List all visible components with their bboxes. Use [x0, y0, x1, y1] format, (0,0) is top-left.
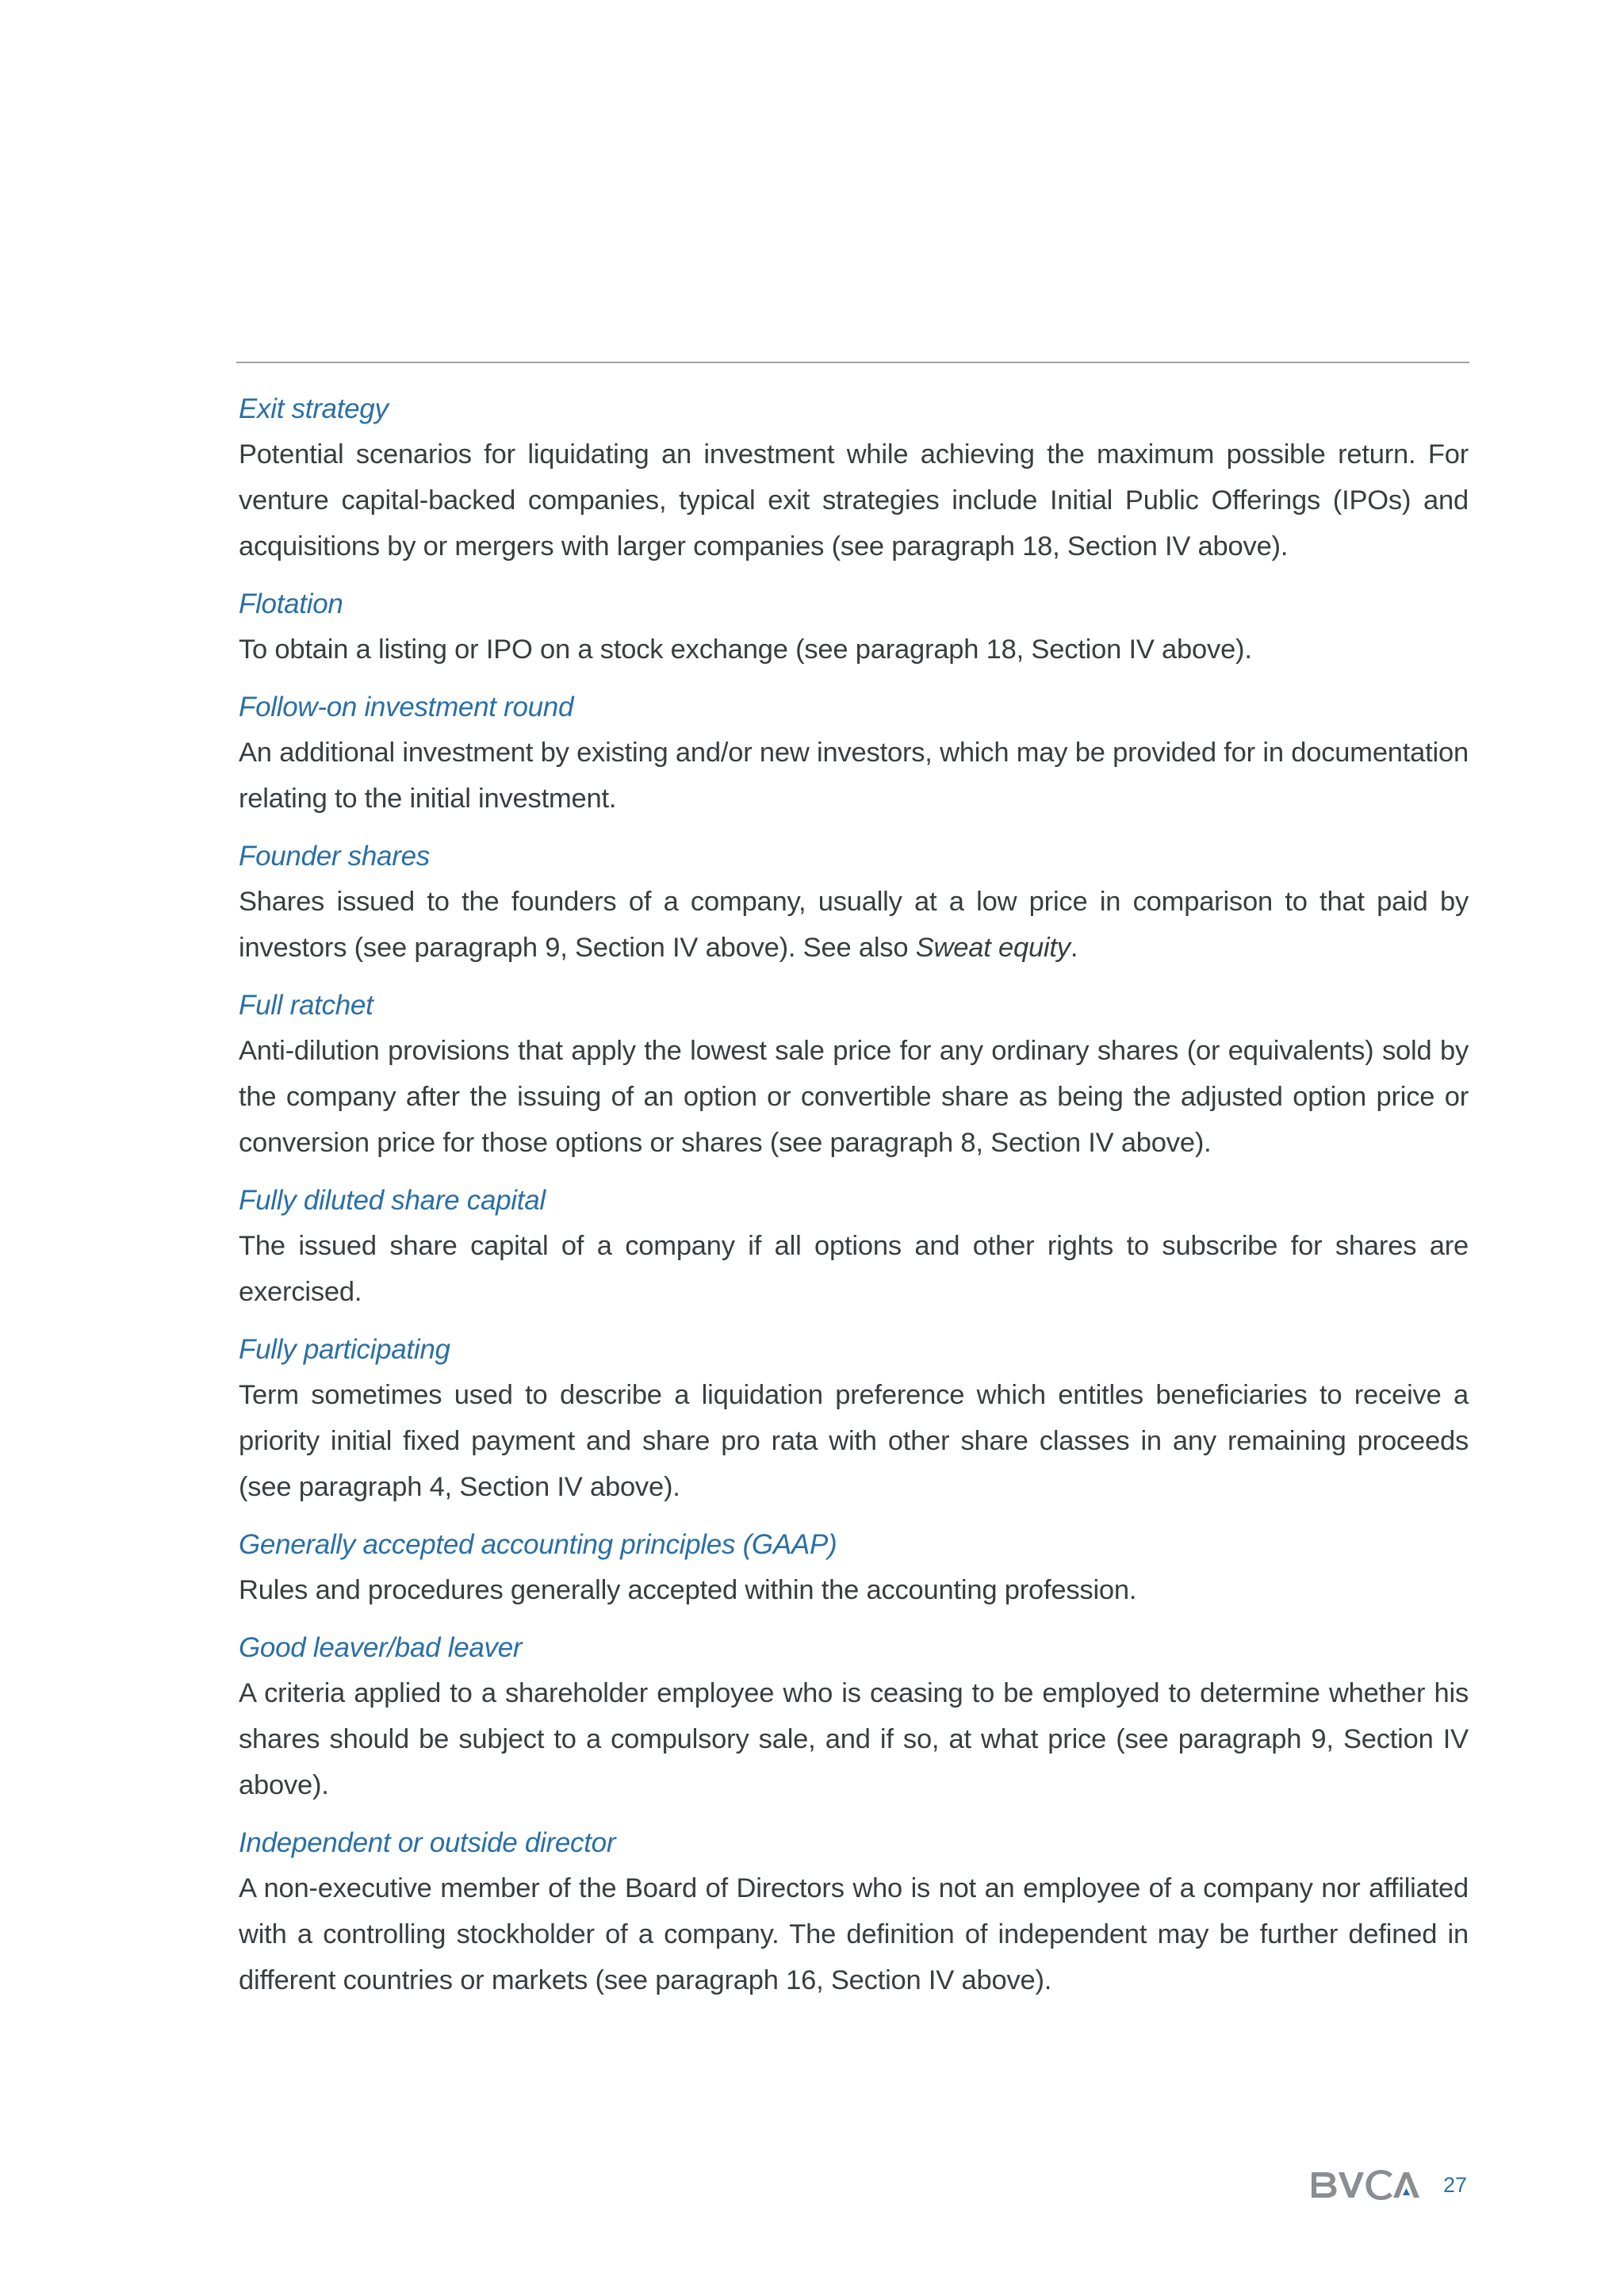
glossary-term: Founder shares	[239, 841, 430, 872]
glossary-definition: Potential scenarios for liquidating an investment while achieving the maximum possible return. For venture capital-backed companies, typical exit strategies include Initial Public Offerings (IPOs) and acquisitions by or mergers with larger companies (see paragraph 18, Section IV above).	[239, 439, 1469, 562]
glossary-entry	[239, 1331, 1469, 1510]
glossary-term: Full ratchet	[239, 990, 373, 1021]
glossary-entry	[239, 987, 1469, 1166]
glossary-term: Fully diluted share capital	[239, 1185, 546, 1216]
bvca-logo-mark	[1310, 2170, 1421, 2200]
glossary-definition: Anti-dilution provisions that apply the lowest sale price for any ordinary shares (or equivalents) sold by the company after the issuing of an option or convertible share as being the adjusted option price or conversion price for those options or shares (see paragraph 8, Section IV above).	[239, 1036, 1469, 1158]
glossary-term: Flotation	[239, 588, 343, 619]
glossary-term: Good leaver/bad leaver	[239, 1632, 523, 1663]
glossary-term: Independent or outside director	[239, 1827, 616, 1858]
glossary-definition: The issued share capital of a company if all options and other rights to subscribe for shares are exercised.	[239, 1231, 1469, 1307]
glossary-entry	[239, 1824, 1469, 2003]
definition-end: .	[1070, 933, 1078, 963]
cross-reference: Sweat equity	[915, 933, 1071, 963]
glossary-term: Fully participating	[239, 1334, 450, 1365]
glossary-entry	[239, 688, 1469, 822]
glossary-entry	[239, 390, 1469, 569]
glossary-term: Exit strategy	[239, 393, 389, 424]
glossary	[239, 390, 1469, 2019]
glossary-entry	[239, 1526, 1469, 1613]
glossary-entry	[239, 1629, 1469, 1808]
glossary-definition: To obtain a listing or IPO on a stock exchange (see paragraph 18, Section IV above).	[239, 634, 1252, 665]
page-number: 27	[1442, 2173, 1467, 2197]
bvca-logo	[1310, 2170, 1421, 2200]
glossary-term: Generally accepted accounting principles (GAAP)	[239, 1529, 837, 1560]
glossary-definition: Term sometimes used to describe a liquidation preference which entitles beneficiaries to receive a priority initial fixed payment and share pro rata with other share classes in any remaining proceeds (see paragraph 4, Section IV above).	[239, 1380, 1469, 1502]
glossary-entry	[239, 1182, 1469, 1315]
glossary-definition: A criteria applied to a shareholder employee who is ceasing to be employed to determine whether his shares should be subject to a compulsory sale, and if so, at what price (see paragraph 9, Section IV above).	[239, 1678, 1469, 1800]
glossary-definition	[239, 879, 1469, 971]
glossary-entry	[239, 838, 1469, 971]
glossary-definition: An additional investment by existing and/or new investors, which may be provided for in documentation relating to the initial investment.	[239, 738, 1469, 814]
page-footer	[1310, 2168, 1467, 2202]
glossary-definition: Rules and procedures generally accepted within the accounting profession.	[239, 1575, 1137, 1605]
header-divider	[236, 362, 1469, 363]
glossary-entry	[239, 585, 1469, 673]
glossary-definition: A non-executive member of the Board of Directors who is not an employee of a company nor affiliated with a controlling stockholder of a company. The definition of independent may be further defined in different countries or markets (see paragraph 16, Section IV above).	[239, 1873, 1469, 1995]
definition-text: Shares issued to the founders of a company, usually at a low price in comparison to that paid by investors (see paragraph 9, Section IV above). See also	[239, 887, 1469, 963]
glossary-term: Follow-on investment round	[239, 692, 574, 723]
